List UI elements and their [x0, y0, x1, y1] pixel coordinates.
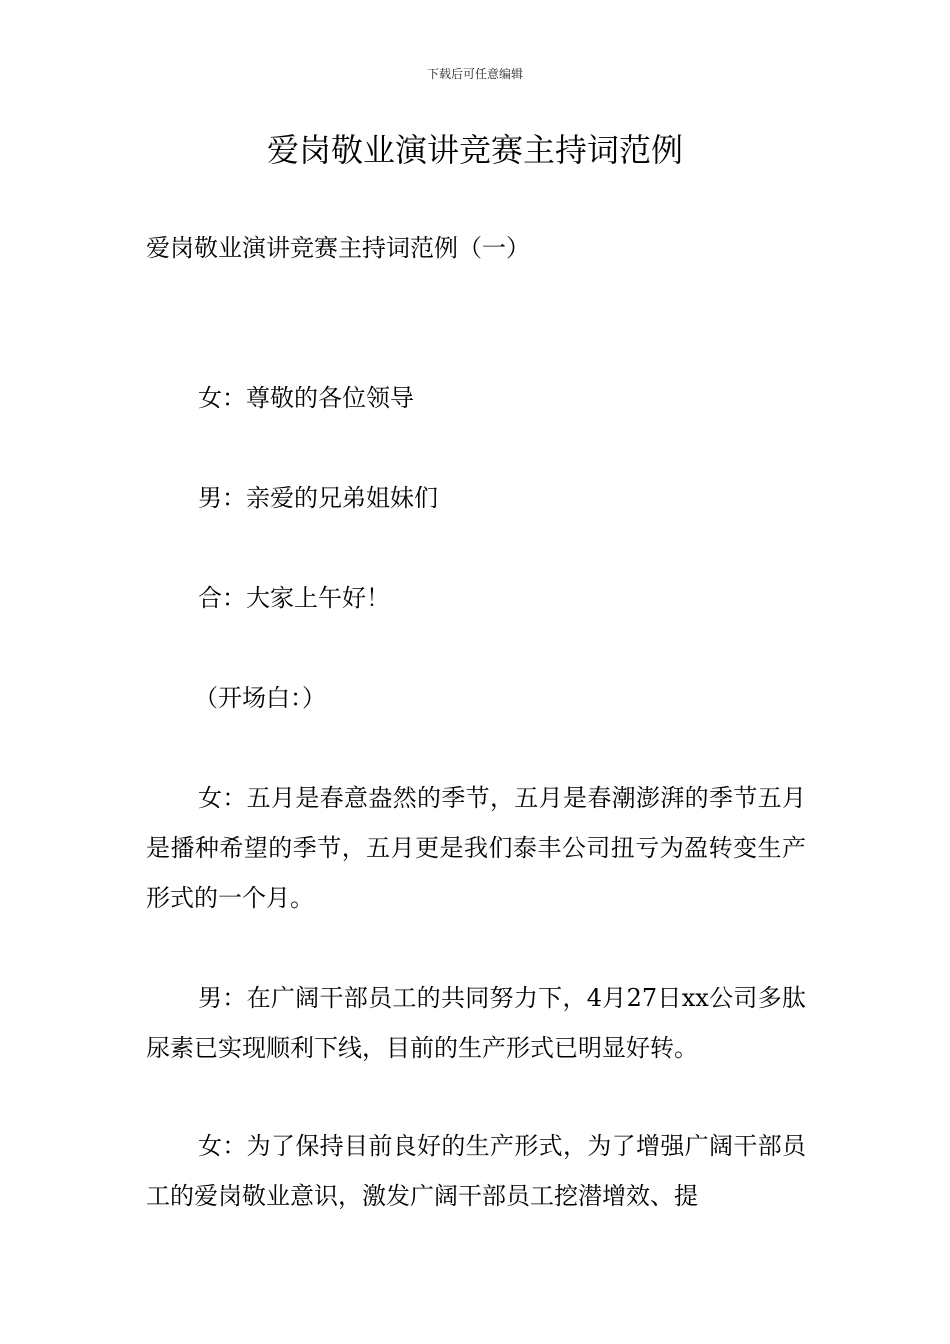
paragraph-3: 合：大家上午好！ — [198, 584, 390, 612]
section-title: 爱岗敬业演讲竞赛主持词范例（一） — [146, 234, 530, 262]
paragraph-4: （开场白：） — [194, 684, 326, 712]
document-title: 爱岗敬业演讲竞赛主持词范例 — [266, 131, 683, 169]
paragraph-1: 女：尊敬的各位领导 — [198, 384, 414, 412]
paragraph-2: 男：亲爱的兄弟姐妹们 — [198, 484, 438, 512]
header-note: 下载后可任意编辑 — [426, 67, 523, 81]
paragraph-6: 男：在广阔干部员工的共同努力下，4月27日xx公司多肽尿素已实现顺利下线，目前的生产形式已明显好转。 — [146, 984, 806, 1062]
paragraph-7: 女：为了保持目前良好的生产形式，为了增强广阔干部员工的爱岗敬业意识，激发广阔干部员工挖潜增效、提 — [146, 1132, 806, 1210]
paragraph-5: 女：五月是春意盎然的季节，五月是春潮澎湃的季节五月是播种希望的季节，五月更是我们泰丰公司扭亏为盈转变生产形式的一个月。 — [146, 784, 806, 912]
